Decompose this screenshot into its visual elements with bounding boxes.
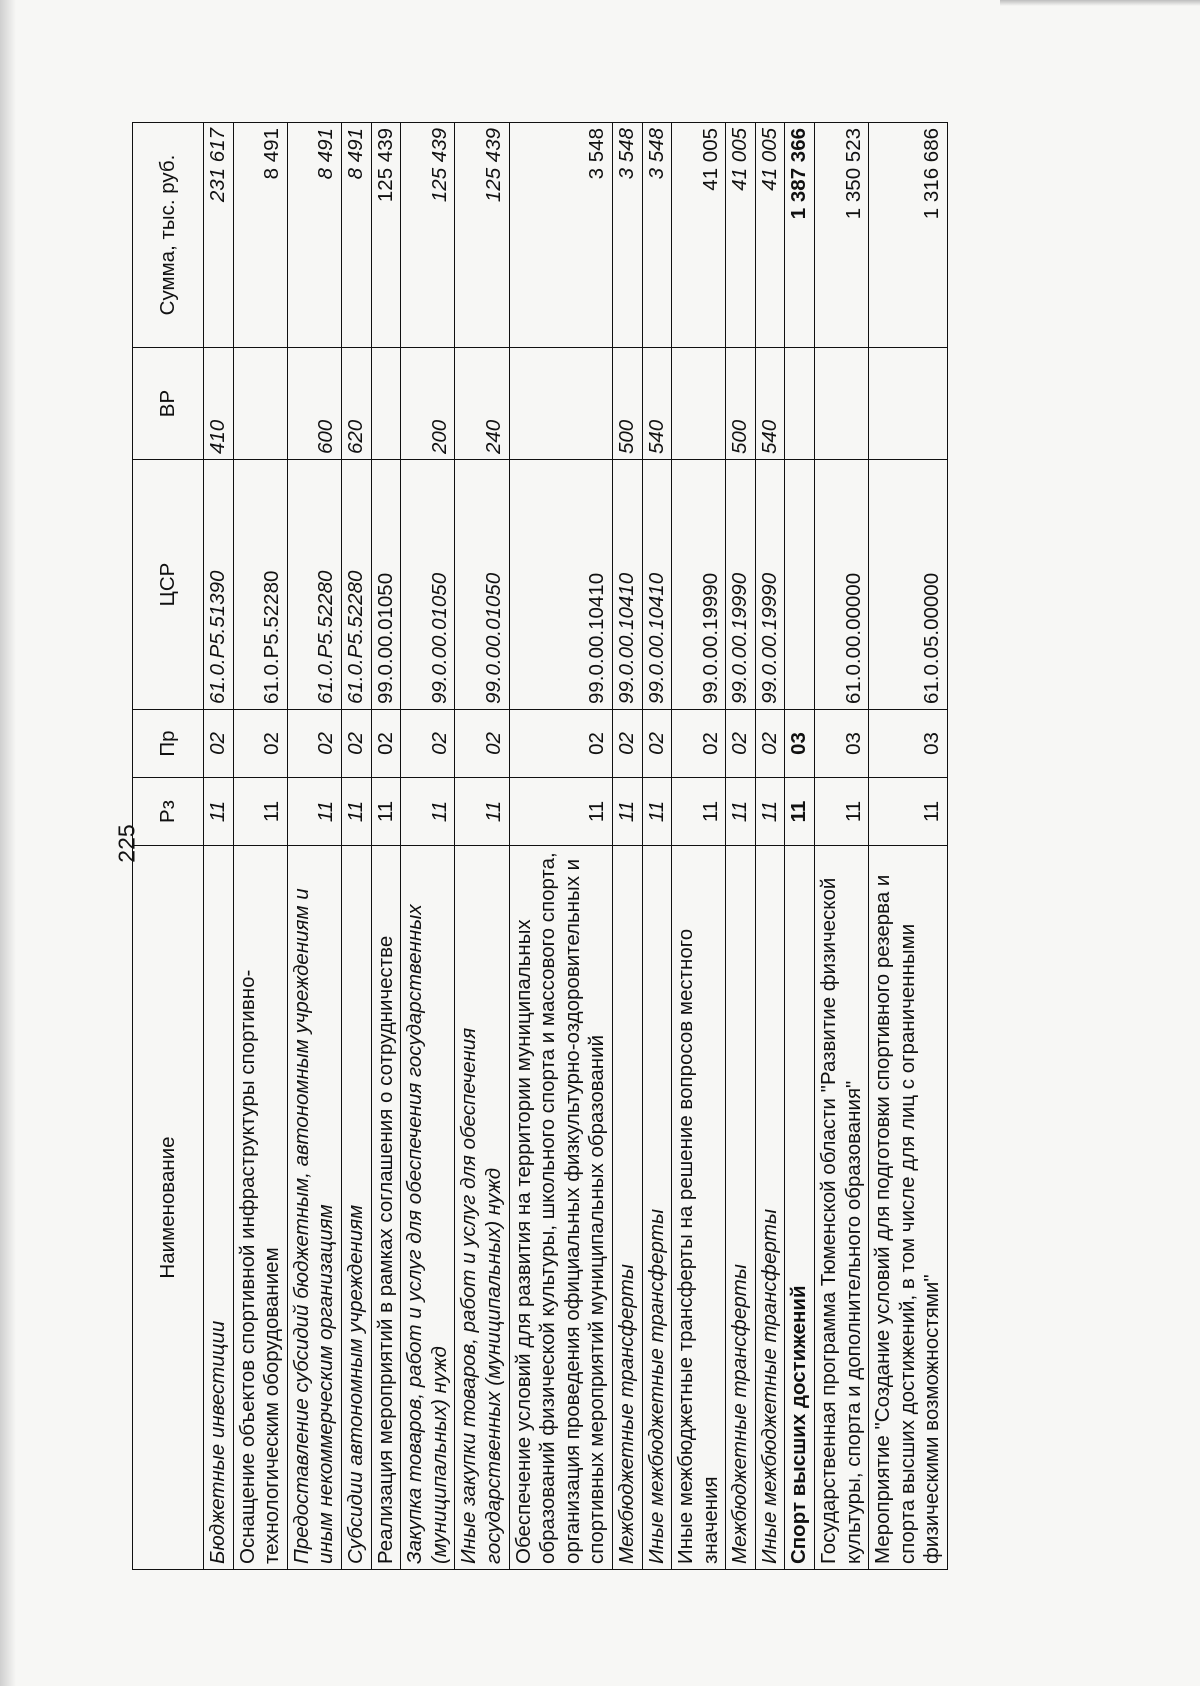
cell-pr: 03 (815, 710, 869, 778)
cell-rz: 11 (672, 778, 726, 846)
cell-pr: 03 (785, 710, 815, 778)
cell-rz: 11 (869, 778, 948, 846)
cell-name: Государственная программа Тюменской области "Развитие физической культуры, спорта и дополнительного образования" (815, 846, 869, 1570)
table-row (371, 123, 401, 1570)
cell-pr: 02 (401, 710, 455, 778)
cell-vr (672, 348, 726, 460)
table-row (869, 123, 948, 1570)
table-row (204, 123, 234, 1570)
cell-vr (509, 348, 612, 460)
cell-sum: 8 491 (287, 123, 341, 348)
cell-rz: 11 (785, 778, 815, 846)
table-body (204, 123, 948, 1570)
cell-sum: 3 548 (509, 123, 612, 348)
cell-name: Реализация мероприятий в рамках соглашения о сотрудничестве (371, 846, 401, 1570)
cell-vr: 500 (726, 348, 756, 460)
cell-rz: 11 (755, 778, 785, 846)
cell-name: Мероприятие "Создание условий для подготовки спортивного резерва и спорта высших достижений, в том числе для лиц с ограниченными физическими возможностями" (869, 846, 948, 1570)
cell-sum: 8 491 (233, 123, 287, 348)
cell-csr: 61.0.P5.52280 (341, 460, 371, 710)
cell-sum: 3 548 (612, 123, 642, 348)
page-number: 225 (113, 824, 140, 863)
header-csr: ЦСР (133, 460, 204, 710)
cell-name: Бюджетные инвестиции (204, 846, 234, 1570)
cell-rz: 11 (233, 778, 287, 846)
cell-sum: 125 439 (371, 123, 401, 348)
scan-edge-shadow (0, 0, 16, 1686)
cell-csr: 99.0.00.10410 (642, 460, 672, 710)
cell-pr: 02 (642, 710, 672, 778)
cell-vr: 540 (642, 348, 672, 460)
cell-name: Иные межбюджетные трансферты (642, 846, 672, 1570)
cell-csr: 99.0.00.19990 (672, 460, 726, 710)
cell-name: Иные межбюджетные трансферты на решение вопросов местного значения (672, 846, 726, 1570)
cell-vr (371, 348, 401, 460)
cell-rz: 11 (642, 778, 672, 846)
scan-top-shadow (1000, 0, 1200, 6)
cell-csr: 61.0.05.00000 (869, 460, 948, 710)
table-row (401, 123, 455, 1570)
rotated-page-content (132, 123, 944, 1570)
header-name: Наименование (133, 846, 204, 1570)
cell-csr: 99.0.00.01050 (455, 460, 509, 710)
cell-name: Оснащение объектов спортивной инфраструктуры спортивно-технологическим оборудованием (233, 846, 287, 1570)
cell-sum: 1 350 523 (815, 123, 869, 348)
cell-rz: 11 (612, 778, 642, 846)
cell-sum: 41 005 (726, 123, 756, 348)
cell-vr: 540 (755, 348, 785, 460)
cell-csr: 99.0.00.19990 (726, 460, 756, 710)
cell-vr: 200 (401, 348, 455, 460)
cell-sum: 41 005 (755, 123, 785, 348)
cell-name: Обеспечение условий для развития на территории муниципальных образований физической культуры, школьного спорта и массового спорта, организация проведения официальных физкультурно-оздоровительных и спортивных мероприятий муниципальных образований (509, 846, 612, 1570)
table-row (642, 123, 672, 1570)
cell-rz: 11 (287, 778, 341, 846)
cell-csr: 99.0.00.01050 (371, 460, 401, 710)
cell-name: Спорт высших достижений (785, 846, 815, 1570)
cell-csr: 99.0.00.01050 (401, 460, 455, 710)
table-row (233, 123, 287, 1570)
table-row (612, 123, 642, 1570)
cell-name: Закупка товаров, работ и услуг для обеспечения государственных (муниципальных) нужд (401, 846, 455, 1570)
table-row (341, 123, 371, 1570)
cell-pr: 03 (869, 710, 948, 778)
cell-vr: 600 (287, 348, 341, 460)
header-sum: Сумма, тыс. руб. (133, 123, 204, 348)
cell-csr: 99.0.00.19990 (755, 460, 785, 710)
cell-sum: 125 439 (401, 123, 455, 348)
header-rz: Рз (133, 778, 204, 846)
cell-name: Иные межбюджетные трансферты (755, 846, 785, 1570)
cell-vr (869, 348, 948, 460)
table-row (509, 123, 612, 1570)
cell-sum: 41 005 (672, 123, 726, 348)
table-row (455, 123, 509, 1570)
cell-csr: 61.0.P5.52280 (233, 460, 287, 710)
budget-table (132, 122, 948, 1570)
table-row (785, 123, 815, 1570)
table-row (815, 123, 869, 1570)
header-vr: ВР (133, 348, 204, 460)
cell-csr: 61.0.P5.51390 (204, 460, 234, 710)
cell-rz: 11 (815, 778, 869, 846)
table-row (726, 123, 756, 1570)
cell-pr: 02 (509, 710, 612, 778)
cell-pr: 02 (672, 710, 726, 778)
cell-pr: 02 (341, 710, 371, 778)
cell-name: Иные закупки товаров, работ и услуг для обеспечения государственных (муниципальных) нужд (455, 846, 509, 1570)
cell-rz: 11 (509, 778, 612, 846)
table-row (672, 123, 726, 1570)
header-row (133, 123, 204, 1570)
cell-sum: 125 439 (455, 123, 509, 348)
cell-pr: 02 (726, 710, 756, 778)
table-row (755, 123, 785, 1570)
cell-sum: 1 316 686 (869, 123, 948, 348)
cell-csr: 61.0.P5.52280 (287, 460, 341, 710)
cell-sum: 1 387 366 (785, 123, 815, 348)
cell-rz: 11 (371, 778, 401, 846)
cell-pr: 02 (371, 710, 401, 778)
cell-rz: 11 (455, 778, 509, 846)
cell-sum: 8 491 (341, 123, 371, 348)
cell-csr: 99.0.00.10410 (509, 460, 612, 710)
cell-rz: 11 (341, 778, 371, 846)
cell-name: Межбюджетные трансферты (726, 846, 756, 1570)
cell-pr: 02 (204, 710, 234, 778)
cell-rz: 11 (204, 778, 234, 846)
cell-pr: 02 (287, 710, 341, 778)
cell-pr: 02 (233, 710, 287, 778)
cell-vr (233, 348, 287, 460)
cell-vr (815, 348, 869, 460)
table-row (287, 123, 341, 1570)
cell-vr (785, 348, 815, 460)
cell-csr (785, 460, 815, 710)
cell-name: Межбюджетные трансферты (612, 846, 642, 1570)
cell-name: Предоставление субсидий бюджетным, автономным учреждениям и иным некоммерческим организациям (287, 846, 341, 1570)
header-pr: Пр (133, 710, 204, 778)
cell-vr: 500 (612, 348, 642, 460)
cell-vr: 410 (204, 348, 234, 460)
cell-sum: 3 548 (642, 123, 672, 348)
cell-vr: 620 (341, 348, 371, 460)
cell-csr: 61.0.00.00000 (815, 460, 869, 710)
cell-rz: 11 (726, 778, 756, 846)
cell-name: Субсидии автономным учреждениям (341, 846, 371, 1570)
cell-sum: 231 617 (204, 123, 234, 348)
cell-rz: 11 (401, 778, 455, 846)
cell-pr: 02 (455, 710, 509, 778)
cell-vr: 240 (455, 348, 509, 460)
cell-pr: 02 (755, 710, 785, 778)
cell-csr: 99.0.00.10410 (612, 460, 642, 710)
cell-pr: 02 (612, 710, 642, 778)
